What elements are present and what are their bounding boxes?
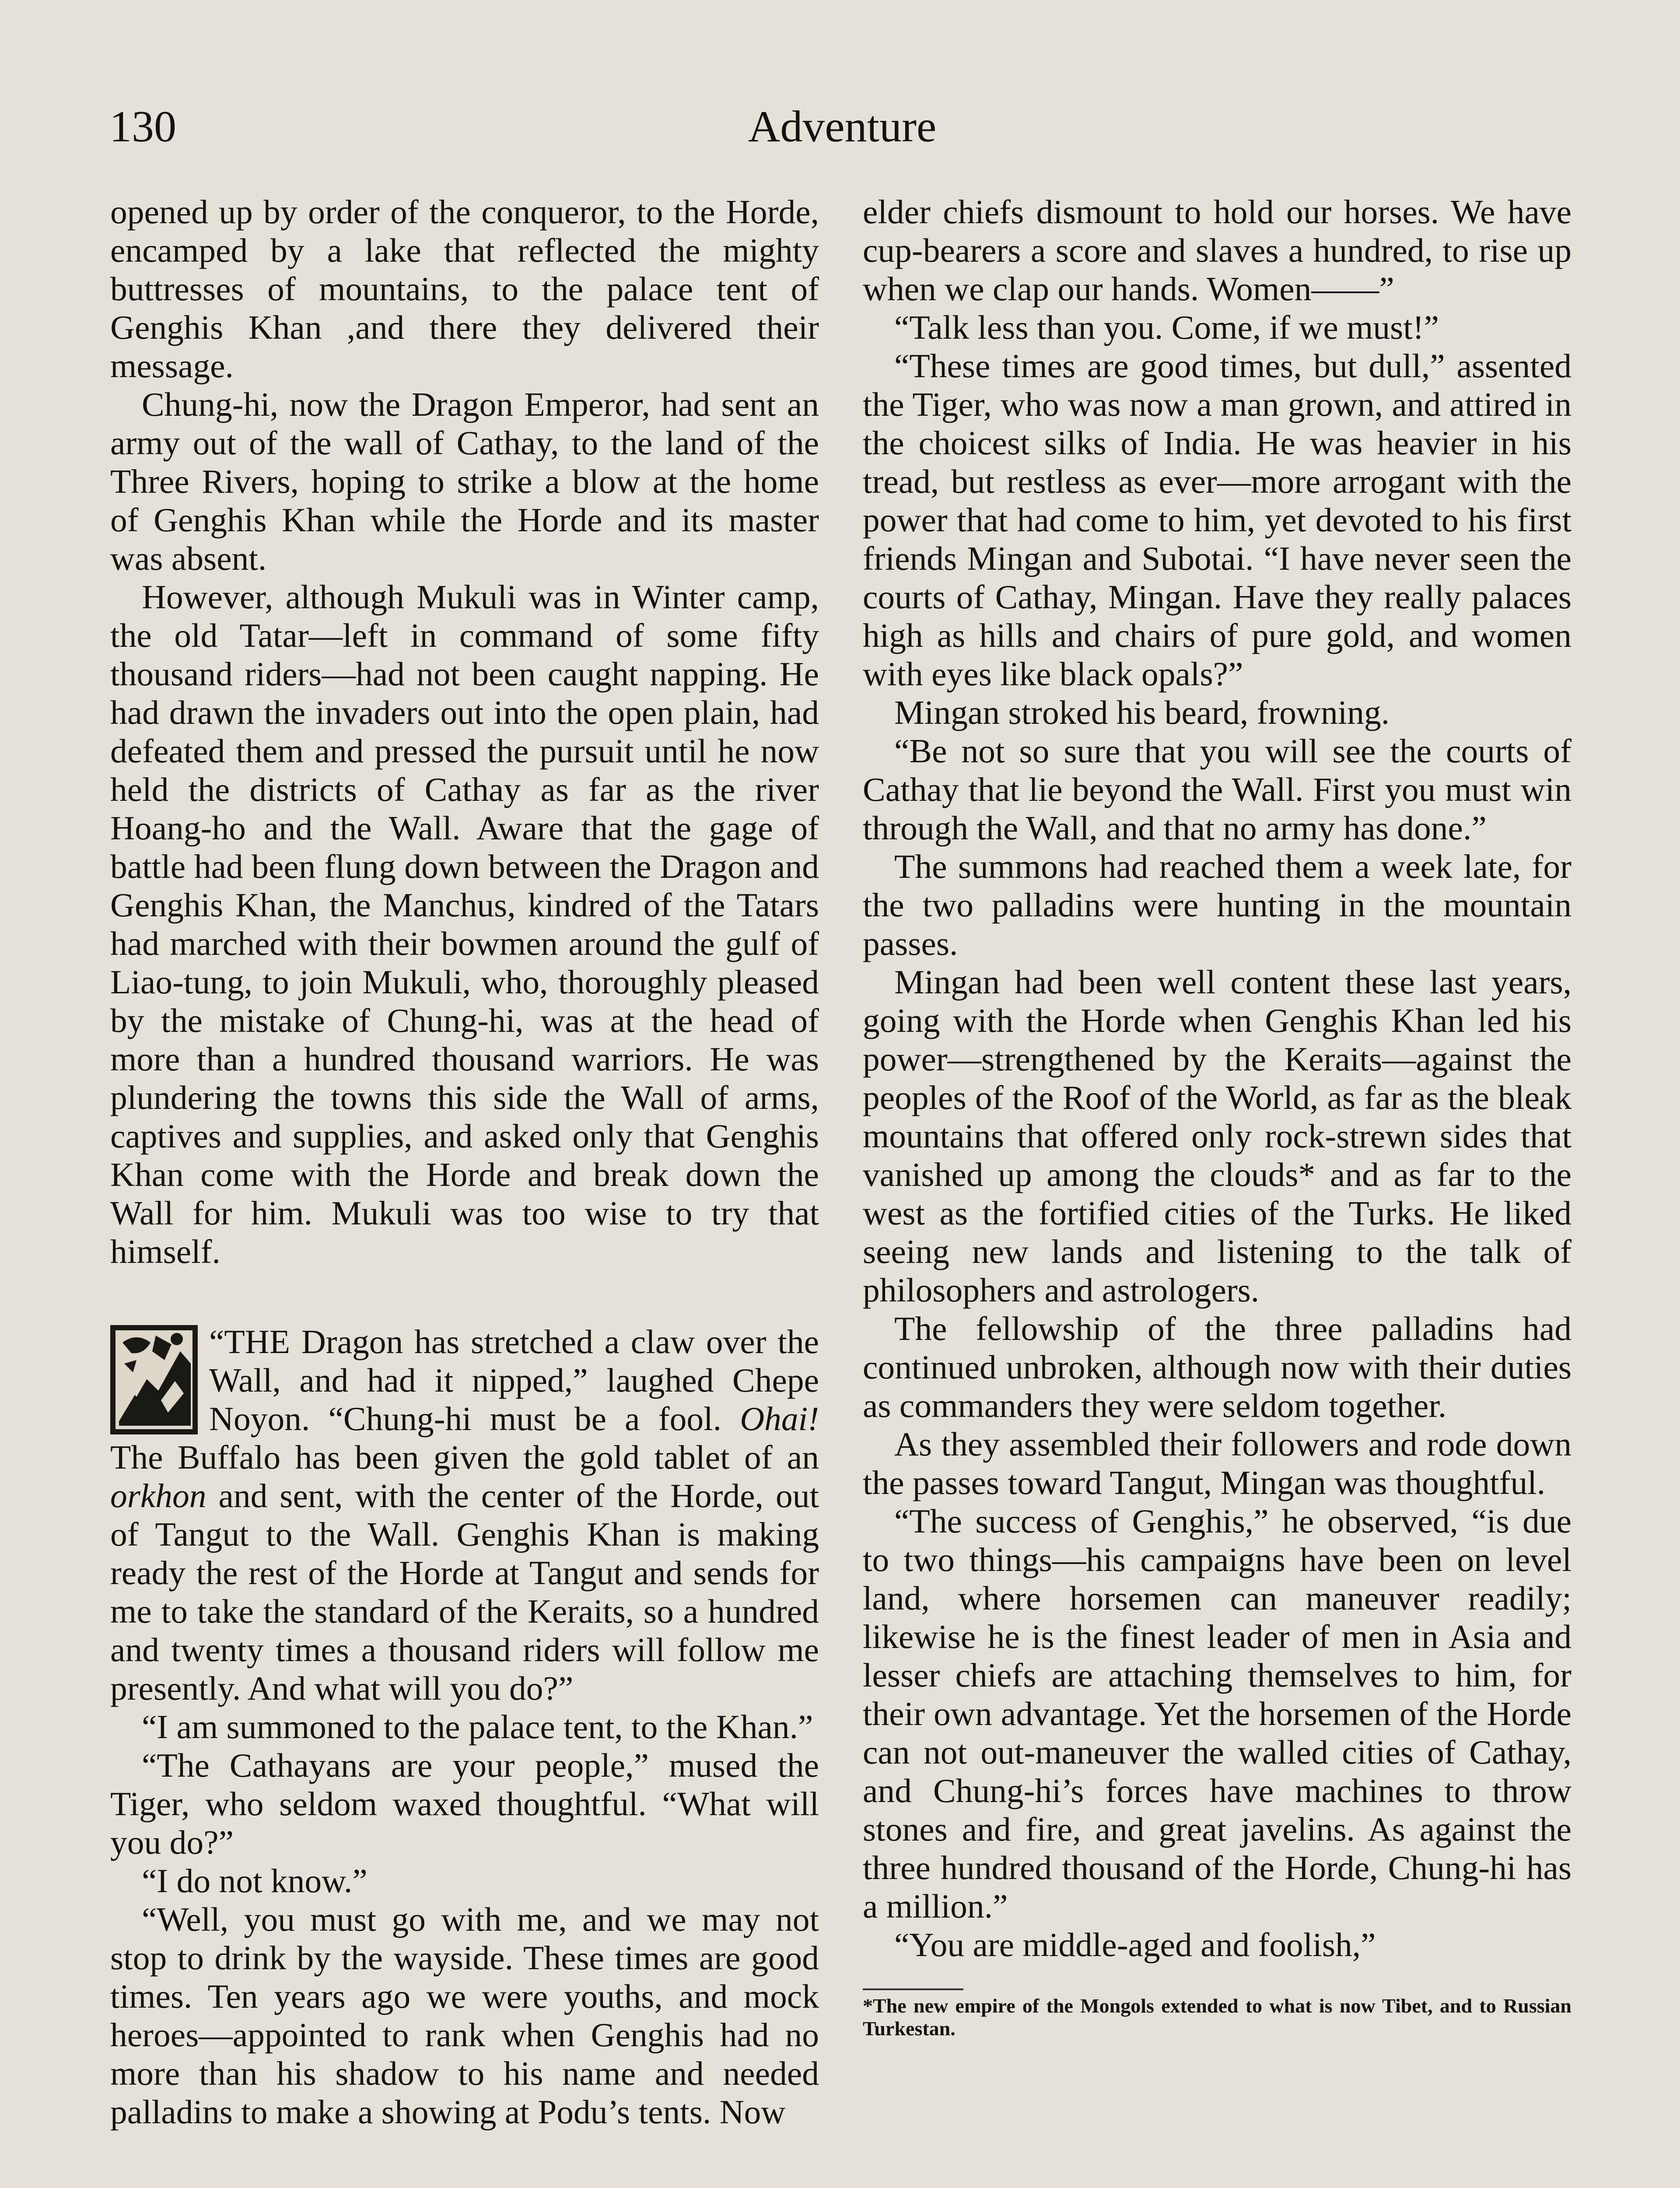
section-opening-paragraph: [110, 1322, 819, 1708]
page-header: [109, 101, 1575, 158]
paragraph: “The success of Genghis,” he observed, “is due to two things—his campaigns have been on level land, where horsemen can maneuver readily; likewise he is the finest leader of men in Asia and lesser chiefs are attaching themselves to him, for their own advantage. Yet the horsemen of the Horde can not out-maneuver the walled cities of Cathay, and Chung-hi’s forces have machines to throw stones and fire, and great javelins. As against the three hundred thousand of the Horde, Chung-hi has a million.”: [863, 1502, 1572, 1925]
paragraph: “I am summoned to the palace tent, to the Khan.”: [142, 1708, 813, 1746]
exclamation-ohai: Ohai!: [740, 1400, 819, 1438]
running-title: Adventure: [748, 102, 937, 151]
left-column: [110, 193, 819, 2131]
paragraph: “Well, you must go with me, and we may not stop to drink by the wayside. These times are good times. Ten years ago we were youths, and mock heroes—appointed to rank when Genghis had no more than his shadow to his name and needed palladins to make a showing at Podu’s tents. Now: [110, 1900, 819, 2131]
footnote: *The new empire of the Mongols extended to what is now Tibet, and to Russian Turkestan.: [863, 1995, 1572, 2040]
section-text: The Buffalo has been given the gold tablet of an: [110, 1438, 819, 1476]
section-text: and sent, with the center of the Horde, out of Tangut to the Wall. Genghis Khan is making ready the rest of the Horde at Tangut and sends for me to take the standard of the Keraits, so a hundred and twenty times a thousand riders will follow me presently. And what will you do?”: [110, 1477, 819, 1707]
term-orkhon: orkhon: [110, 1477, 206, 1515]
paragraph: “The Cathayans are your people,” mused the Tiger, who seldom waxed thoughtful. “What will you do?”: [110, 1746, 819, 1861]
paragraph: Mingan stroked his beard, frowning.: [894, 694, 1390, 731]
paragraph: “You are middle-aged and foolish,”: [894, 1926, 1376, 1964]
paragraph: However, although Mukuli was in Winter camp, the old Tatar—left in command of some fifty thousand riders—had not been caught napping. He had drawn the invaders out into the open plain, had defeated them and pressed the pursuit until he now held the districts of Cathay as far as the river Hoang-ho and the Wall. Aware that the gage of battle had been flung down between the Dragon and Genghis Khan, the Manchus, kindred of the Tatars had marched with their bowmen around the gulf of Liao-tung, to join Mukuli, who, thoroughly pleased by the mistake of Chung-hi, was at the head of more than a hundred thousand warriors. He was plundering the towns this side the Wall of arms, captives and supplies, and asked only that Genghis Khan come with the Horde and break down the Wall for him. Mukuli was too wise to try that himself.: [110, 578, 819, 1270]
page-number: 130: [109, 102, 176, 151]
section-text: “THE Dragon has stretched a claw over the Wall, and had it nipped,” laughed Chepe Noyon. “Chung-hi must be a fool.: [209, 1323, 819, 1438]
paragraph: “Be not so sure that you will see the courts of Cathay that lie beyond the Wall. First you must win through the Wall, and that no army has done.”: [863, 732, 1572, 847]
paragraph: elder chiefs dismount to hold our horses. We have cup-bearers a score and slaves a hundred, to rise up when we clap our hands. Women——”: [863, 193, 1572, 308]
paragraph: “These times are good times, but dull,” assented the Tiger, who was now a man grown, and attired in the choicest silks of India. He was heavier in his tread, but restless as ever—more arrogant with the power that had come to him, yet devoted to his first friends Mingan and Subotai. “I have never seen the courts of Cathay, Mingan. Have they really palaces high as hills and chairs of pure gold, and women with eyes like black opals?”: [863, 347, 1572, 693]
footnote-divider: [863, 1988, 963, 1990]
paragraph: “I do not know.”: [142, 1862, 368, 1900]
paragraph: The fellowship of the three palladins had continued unbroken, although now with their duties as commanders they were seldom together.: [863, 1310, 1572, 1424]
paragraph: Chung-hi, now the Dragon Emperor, had sent an army out of the wall of Cathay, to the land of the Three Rivers, hoping to strike a blow at the home of Genghis Khan while the Horde and its master was absent.: [110, 386, 819, 577]
paragraph: “Talk less than you. Come, if we must!”: [894, 309, 1439, 346]
paragraph: The summons had reached them a week late, for the two palladins were hunting in the mountain passes.: [863, 848, 1572, 962]
woodcut-vignette-icon: [110, 1325, 198, 1434]
paragraph: Mingan had been well content these last years, going with the Horde when Genghis Khan led his power—strengthened by the Keraits—against the peoples of the Roof of the World, as far as the bleak mountains that offered only rock-strewn sides that vanished up among the clouds* and as far to the west as the fortified cities of the Turks. He liked seeing new lands and listening to the talk of philosophers and astrologers.: [863, 963, 1572, 1309]
paragraph: As they assembled their followers and rode down the passes toward Tangut, Mingan was thoughtful.: [863, 1425, 1572, 1501]
right-column: [863, 193, 1572, 2040]
paragraph: opened up by order of the conqueror, to the Horde, encamped by a lake that reflected the mighty buttresses of mountains, to the palace tent of Genghis Khan ,and there they delivered their message.: [110, 193, 819, 385]
